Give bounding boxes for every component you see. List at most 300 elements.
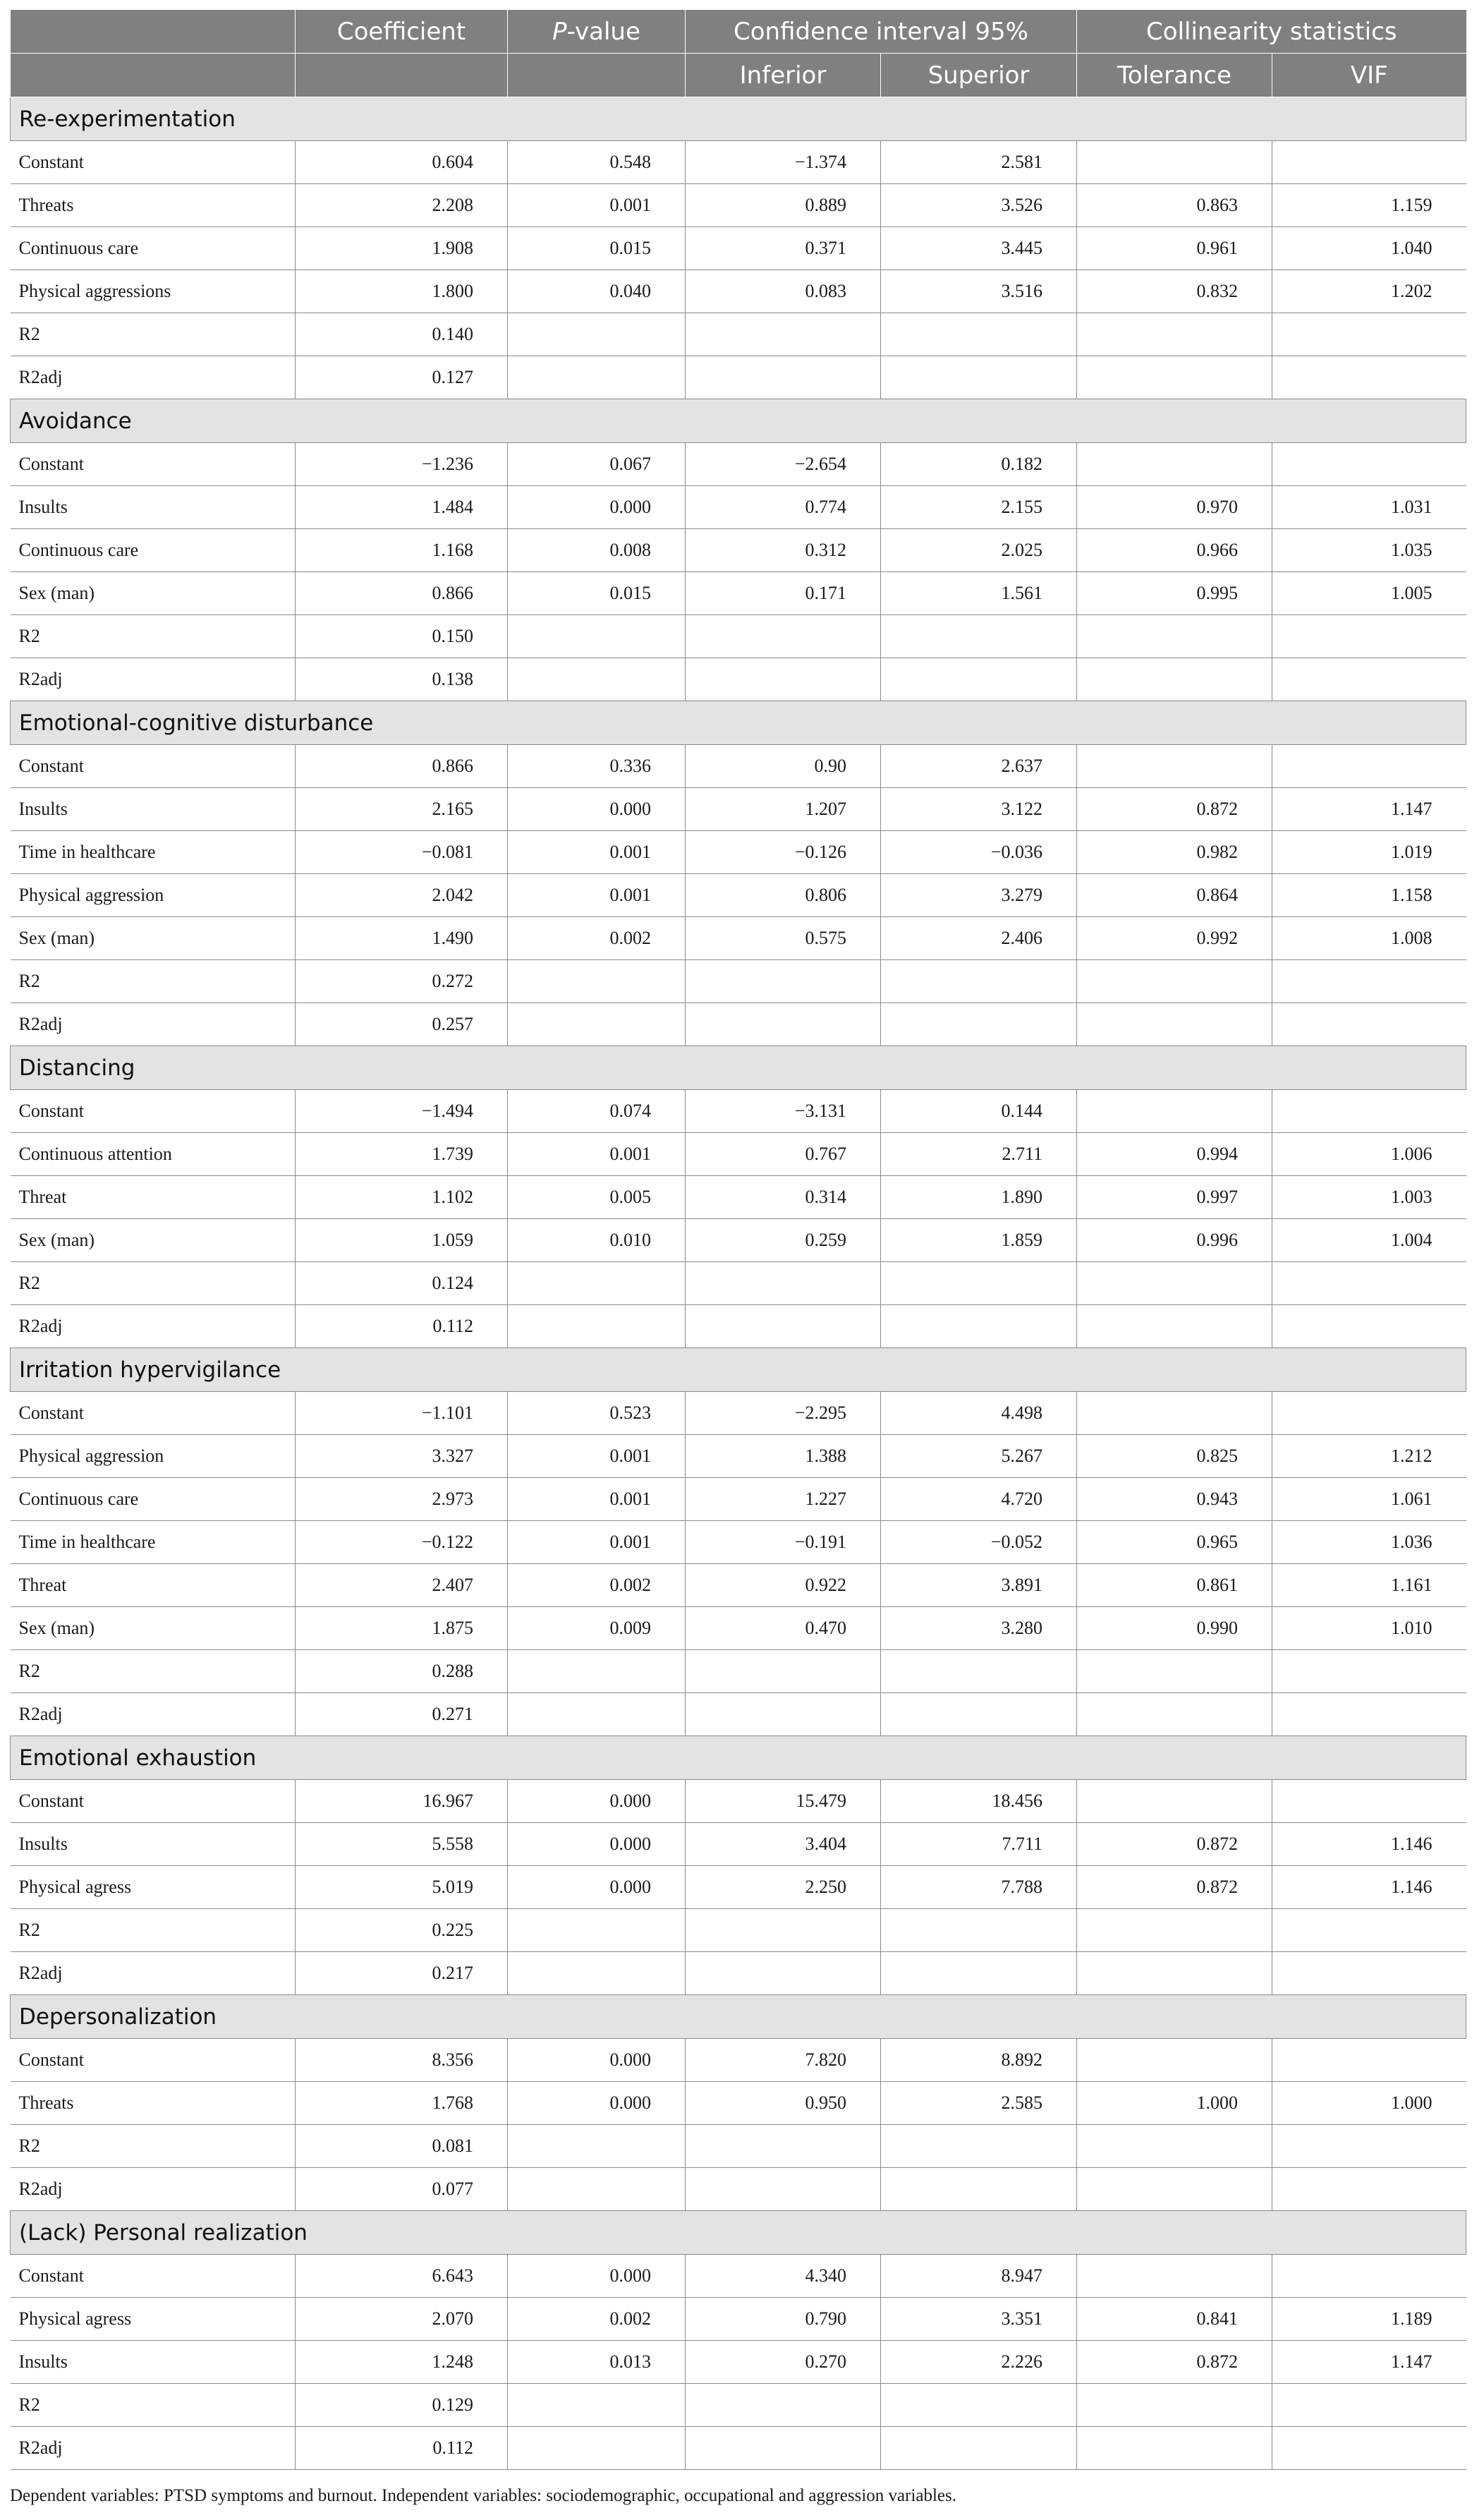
- variable-cell: Threat: [11, 1564, 296, 1607]
- variable-cell: Constant: [11, 2039, 296, 2082]
- tolerance-cell: 1.000: [1077, 2082, 1272, 2125]
- ci-inferior-cell: 0.889: [686, 184, 881, 227]
- vif-cell: [1272, 2384, 1466, 2427]
- tolerance-cell: 0.992: [1077, 917, 1272, 960]
- header-confidence-interval: Confidence interval 95%: [686, 10, 1077, 54]
- ci-inferior-cell: [686, 1650, 881, 1693]
- ci-superior-cell: [881, 658, 1077, 701]
- vif-cell: [1272, 2125, 1466, 2168]
- section-title: Irritation hypervigilance: [11, 1348, 1466, 1392]
- table-row: [11, 960, 1466, 1003]
- ci-inferior-cell: 0.806: [686, 874, 881, 917]
- ci-superior-cell: [881, 2384, 1077, 2427]
- p-value-cell: 0.336: [508, 745, 686, 788]
- table-row: [11, 1133, 1466, 1176]
- ci-superior-cell: 4.498: [881, 1392, 1077, 1435]
- coefficient-cell: 0.217: [296, 1952, 508, 1995]
- tolerance-cell: 0.861: [1077, 1564, 1272, 1607]
- variable-cell: Sex (man): [11, 917, 296, 960]
- p-value-cell: [508, 615, 686, 658]
- coefficient-cell: 0.140: [296, 313, 508, 356]
- header-coefficient: Coefficient: [296, 10, 508, 54]
- p-value-cell: 0.002: [508, 2298, 686, 2341]
- tolerance-cell: 0.982: [1077, 831, 1272, 874]
- p-value-cell: [508, 2427, 686, 2470]
- tolerance-cell: 0.872: [1077, 1823, 1272, 1866]
- tolerance-cell: [1077, 615, 1272, 658]
- tolerance-cell: 0.832: [1077, 270, 1272, 313]
- ci-inferior-cell: 0.083: [686, 270, 881, 313]
- ci-inferior-cell: 0.171: [686, 572, 881, 615]
- tolerance-cell: [1077, 1392, 1272, 1435]
- p-value-cell: [508, 2384, 686, 2427]
- tolerance-cell: 0.965: [1077, 1521, 1272, 1564]
- ci-inferior-cell: 0.259: [686, 1219, 881, 1262]
- table-row: [11, 1392, 1466, 1435]
- coefficient-cell: 0.127: [296, 356, 508, 399]
- ci-superior-cell: [881, 1003, 1077, 1046]
- p-value-cell: 0.067: [508, 443, 686, 486]
- table-row: [11, 2384, 1466, 2427]
- p-value-cell: 0.001: [508, 1133, 686, 1176]
- ci-inferior-cell: 0.790: [686, 2298, 881, 2341]
- ci-inferior-cell: 1.388: [686, 1435, 881, 1478]
- ci-inferior-cell: [686, 2168, 881, 2211]
- coefficient-cell: −1.236: [296, 443, 508, 486]
- coefficient-cell: 1.768: [296, 2082, 508, 2125]
- ci-inferior-cell: 3.404: [686, 1823, 881, 1866]
- ci-inferior-cell: −1.374: [686, 141, 881, 184]
- table-row: [11, 2427, 1466, 2470]
- tolerance-cell: [1077, 2125, 1272, 2168]
- ci-inferior-cell: [686, 313, 881, 356]
- tolerance-cell: 0.841: [1077, 2298, 1272, 2341]
- p-value-cell: 0.001: [508, 1478, 686, 1521]
- ci-inferior-cell: [686, 658, 881, 701]
- table-row: [11, 2168, 1466, 2211]
- vif-cell: [1272, 313, 1466, 356]
- table-row: [11, 831, 1466, 874]
- tolerance-cell: [1077, 313, 1272, 356]
- variable-cell: Threats: [11, 2082, 296, 2125]
- vif-cell: [1272, 1392, 1466, 1435]
- variable-cell: R2: [11, 960, 296, 1003]
- tolerance-cell: [1077, 745, 1272, 788]
- vif-cell: [1272, 1650, 1466, 1693]
- vif-cell: 1.146: [1272, 1866, 1466, 1909]
- p-value-cell: [508, 960, 686, 1003]
- p-value-cell: 0.002: [508, 917, 686, 960]
- variable-cell: Constant: [11, 141, 296, 184]
- coefficient-cell: 0.288: [296, 1650, 508, 1693]
- ci-superior-cell: [881, 615, 1077, 658]
- variable-cell: Insults: [11, 1823, 296, 1866]
- tolerance-cell: 0.872: [1077, 2341, 1272, 2384]
- table-row: [11, 1780, 1466, 1823]
- variable-cell: Threats: [11, 184, 296, 227]
- section-title: (Lack) Personal realization: [11, 2211, 1466, 2255]
- section-header-row: [11, 1046, 1466, 1090]
- ci-inferior-cell: [686, 960, 881, 1003]
- tolerance-cell: 0.961: [1077, 227, 1272, 270]
- ci-superior-cell: [881, 1305, 1077, 1348]
- vif-cell: [1272, 1090, 1466, 1133]
- ci-superior-cell: 8.947: [881, 2255, 1077, 2298]
- table-row: [11, 529, 1466, 572]
- p-value-cell: [508, 658, 686, 701]
- p-value-cell: 0.001: [508, 184, 686, 227]
- ci-inferior-cell: −0.126: [686, 831, 881, 874]
- ci-inferior-cell: 0.575: [686, 917, 881, 960]
- ci-superior-cell: 2.581: [881, 141, 1077, 184]
- table-row: [11, 1607, 1466, 1650]
- ci-inferior-cell: −2.295: [686, 1392, 881, 1435]
- variable-cell: Threat: [11, 1176, 296, 1219]
- vif-cell: [1272, 658, 1466, 701]
- p-value-cell: 0.015: [508, 572, 686, 615]
- vif-cell: [1272, 745, 1466, 788]
- p-value-cell: 0.523: [508, 1392, 686, 1435]
- p-value-cell: [508, 1693, 686, 1736]
- ci-superior-cell: 2.025: [881, 529, 1077, 572]
- coefficient-cell: 2.070: [296, 2298, 508, 2341]
- header-inferior: Inferior: [686, 54, 881, 97]
- table-row: [11, 745, 1466, 788]
- section-title: Re-experimentation: [11, 97, 1466, 141]
- section-header-row: [11, 701, 1466, 745]
- variable-cell: Sex (man): [11, 1607, 296, 1650]
- ci-superior-cell: [881, 1693, 1077, 1736]
- variable-cell: Constant: [11, 1780, 296, 1823]
- p-value-cell: 0.015: [508, 227, 686, 270]
- vif-cell: 1.159: [1272, 184, 1466, 227]
- vif-cell: 1.158: [1272, 874, 1466, 917]
- table-row: [11, 443, 1466, 486]
- coefficient-cell: 0.081: [296, 2125, 508, 2168]
- vif-cell: 1.202: [1272, 270, 1466, 313]
- ci-inferior-cell: 0.312: [686, 529, 881, 572]
- tolerance-cell: 0.970: [1077, 486, 1272, 529]
- tolerance-cell: [1077, 1952, 1272, 1995]
- variable-cell: Time in healthcare: [11, 831, 296, 874]
- p-value-cell: 0.074: [508, 1090, 686, 1133]
- table-row: [11, 1003, 1466, 1046]
- coefficient-cell: 2.407: [296, 1564, 508, 1607]
- table-row: [11, 1866, 1466, 1909]
- tolerance-cell: 0.872: [1077, 1866, 1272, 1909]
- section-header-row: [11, 1995, 1466, 2039]
- tolerance-cell: [1077, 443, 1272, 486]
- ci-superior-cell: [881, 1952, 1077, 1995]
- p-value-cell: 0.000: [508, 1780, 686, 1823]
- header-blank-cell: [508, 54, 686, 97]
- coefficient-cell: 1.490: [296, 917, 508, 960]
- p-value-cell: 0.000: [508, 1866, 686, 1909]
- tolerance-cell: [1077, 1305, 1272, 1348]
- p-value-cell: [508, 1262, 686, 1305]
- table-header: [11, 10, 1466, 97]
- variable-cell: R2adj: [11, 2168, 296, 2211]
- coefficient-cell: 0.257: [296, 1003, 508, 1046]
- ci-superior-cell: [881, 2168, 1077, 2211]
- variable-cell: R2: [11, 2125, 296, 2168]
- vif-cell: 1.003: [1272, 1176, 1466, 1219]
- section-header-row: [11, 1736, 1466, 1780]
- tolerance-cell: 0.997: [1077, 1176, 1272, 1219]
- ci-inferior-cell: 0.774: [686, 486, 881, 529]
- vif-cell: 1.061: [1272, 1478, 1466, 1521]
- ci-superior-cell: [881, 313, 1077, 356]
- ci-superior-cell: 7.711: [881, 1823, 1077, 1866]
- coefficient-cell: 0.112: [296, 2427, 508, 2470]
- ci-superior-cell: 7.788: [881, 1866, 1077, 1909]
- ci-inferior-cell: 0.314: [686, 1176, 881, 1219]
- ci-superior-cell: 0.144: [881, 1090, 1077, 1133]
- table-row: [11, 1521, 1466, 1564]
- regression-table-container: [10, 10, 1466, 2470]
- vif-cell: 1.035: [1272, 529, 1466, 572]
- tolerance-cell: [1077, 2255, 1272, 2298]
- table-row: [11, 2039, 1466, 2082]
- ci-inferior-cell: 0.950: [686, 2082, 881, 2125]
- ci-superior-cell: [881, 2125, 1077, 2168]
- p-value-cell: 0.000: [508, 2255, 686, 2298]
- ci-inferior-cell: [686, 1693, 881, 1736]
- table-row: [11, 1650, 1466, 1693]
- vif-cell: 1.005: [1272, 572, 1466, 615]
- coefficient-cell: 0.604: [296, 141, 508, 184]
- variable-cell: R2adj: [11, 2427, 296, 2470]
- ci-inferior-cell: 0.767: [686, 1133, 881, 1176]
- coefficient-cell: 8.356: [296, 2039, 508, 2082]
- tolerance-cell: [1077, 1003, 1272, 1046]
- section-header-row: [11, 399, 1466, 443]
- tolerance-cell: [1077, 2384, 1272, 2427]
- p-value-cell: 0.009: [508, 1607, 686, 1650]
- variable-cell: R2adj: [11, 1003, 296, 1046]
- ci-superior-cell: 1.890: [881, 1176, 1077, 1219]
- tolerance-cell: 0.994: [1077, 1133, 1272, 1176]
- vif-cell: 1.000: [1272, 2082, 1466, 2125]
- tolerance-cell: [1077, 1909, 1272, 1952]
- tolerance-cell: [1077, 1780, 1272, 1823]
- coefficient-cell: 3.327: [296, 1435, 508, 1478]
- tolerance-cell: [1077, 960, 1272, 1003]
- table-row: [11, 356, 1466, 399]
- vif-cell: [1272, 2039, 1466, 2082]
- variable-cell: Sex (man): [11, 1219, 296, 1262]
- vif-cell: [1272, 615, 1466, 658]
- tolerance-cell: 0.966: [1077, 529, 1272, 572]
- table-row: [11, 874, 1466, 917]
- tolerance-cell: 0.995: [1077, 572, 1272, 615]
- table-row: [11, 1564, 1466, 1607]
- ci-superior-cell: 3.445: [881, 227, 1077, 270]
- table-row: [11, 486, 1466, 529]
- ci-inferior-cell: 0.90: [686, 745, 881, 788]
- coefficient-cell: 1.168: [296, 529, 508, 572]
- ci-inferior-cell: [686, 356, 881, 399]
- p-value-cell: 0.010: [508, 1219, 686, 1262]
- table-row: [11, 1693, 1466, 1736]
- ci-inferior-cell: 0.470: [686, 1607, 881, 1650]
- tolerance-cell: [1077, 2168, 1272, 2211]
- regression-table: [10, 10, 1466, 2470]
- ci-inferior-cell: −0.191: [686, 1521, 881, 1564]
- p-value-cell: 0.001: [508, 831, 686, 874]
- p-value-cell: 0.000: [508, 1823, 686, 1866]
- ci-inferior-cell: 0.922: [686, 1564, 881, 1607]
- ci-superior-cell: [881, 1262, 1077, 1305]
- vif-cell: [1272, 1909, 1466, 1952]
- vif-cell: 1.161: [1272, 1564, 1466, 1607]
- table-row: [11, 141, 1466, 184]
- coefficient-cell: 0.112: [296, 1305, 508, 1348]
- coefficient-cell: 2.165: [296, 788, 508, 831]
- table-row: [11, 2298, 1466, 2341]
- p-value-cell: 0.000: [508, 2082, 686, 2125]
- tolerance-cell: [1077, 1693, 1272, 1736]
- tolerance-cell: [1077, 658, 1272, 701]
- header-pvalue-rest: -value: [566, 17, 640, 46]
- variable-cell: Sex (man): [11, 572, 296, 615]
- vif-cell: [1272, 141, 1466, 184]
- coefficient-cell: 1.739: [296, 1133, 508, 1176]
- p-value-cell: [508, 1650, 686, 1693]
- p-value-cell: 0.000: [508, 486, 686, 529]
- coefficient-cell: 5.558: [296, 1823, 508, 1866]
- ci-inferior-cell: 4.340: [686, 2255, 881, 2298]
- vif-cell: 1.146: [1272, 1823, 1466, 1866]
- section-title: Emotional exhaustion: [11, 1736, 1466, 1780]
- coefficient-cell: 0.866: [296, 572, 508, 615]
- variable-cell: Physical aggression: [11, 874, 296, 917]
- coefficient-cell: 6.643: [296, 2255, 508, 2298]
- vif-cell: [1272, 443, 1466, 486]
- p-value-cell: 0.001: [508, 874, 686, 917]
- variable-cell: Constant: [11, 2255, 296, 2298]
- coefficient-cell: 0.150: [296, 615, 508, 658]
- table-row: [11, 227, 1466, 270]
- p-value-cell: 0.008: [508, 529, 686, 572]
- variable-cell: R2: [11, 615, 296, 658]
- table-row: [11, 658, 1466, 701]
- ci-superior-cell: 3.122: [881, 788, 1077, 831]
- vif-cell: [1272, 1262, 1466, 1305]
- tolerance-cell: 0.990: [1077, 1607, 1272, 1650]
- coefficient-cell: 0.225: [296, 1909, 508, 1952]
- ci-superior-cell: 3.351: [881, 2298, 1077, 2341]
- p-value-cell: 0.000: [508, 2039, 686, 2082]
- vif-cell: [1272, 2427, 1466, 2470]
- table-row: [11, 2255, 1466, 2298]
- p-value-cell: [508, 1003, 686, 1046]
- tolerance-cell: 0.996: [1077, 1219, 1272, 1262]
- coefficient-cell: 0.271: [296, 1693, 508, 1736]
- coefficient-cell: 1.059: [296, 1219, 508, 1262]
- ci-superior-cell: 1.859: [881, 1219, 1077, 1262]
- coefficient-cell: −0.122: [296, 1521, 508, 1564]
- table-row: [11, 917, 1466, 960]
- section-header-row: [11, 1348, 1466, 1392]
- vif-cell: 1.147: [1272, 788, 1466, 831]
- variable-cell: R2adj: [11, 1305, 296, 1348]
- vif-cell: [1272, 1003, 1466, 1046]
- ci-superior-cell: 3.280: [881, 1607, 1077, 1650]
- tolerance-cell: 0.825: [1077, 1435, 1272, 1478]
- p-value-cell: 0.001: [508, 1435, 686, 1478]
- p-value-cell: [508, 2125, 686, 2168]
- variable-cell: R2adj: [11, 356, 296, 399]
- variable-cell: R2: [11, 2384, 296, 2427]
- variable-cell: R2: [11, 1650, 296, 1693]
- coefficient-cell: 1.248: [296, 2341, 508, 2384]
- tolerance-cell: [1077, 141, 1272, 184]
- table-body: [11, 97, 1466, 2470]
- variable-cell: Continuous attention: [11, 1133, 296, 1176]
- header-collinearity: Collinearity statistics: [1077, 10, 1466, 54]
- variable-cell: Physical agress: [11, 1866, 296, 1909]
- vif-cell: 1.036: [1272, 1521, 1466, 1564]
- table-row: [11, 184, 1466, 227]
- section-title: Emotional-cognitive disturbance: [11, 701, 1466, 745]
- coefficient-cell: 0.138: [296, 658, 508, 701]
- header-pvalue: [508, 10, 686, 54]
- table-row: [11, 1823, 1466, 1866]
- vif-cell: 1.004: [1272, 1219, 1466, 1262]
- p-value-cell: 0.001: [508, 1521, 686, 1564]
- tolerance-cell: [1077, 2427, 1272, 2470]
- vif-cell: 1.019: [1272, 831, 1466, 874]
- tolerance-cell: 0.943: [1077, 1478, 1272, 1521]
- header-vif: VIF: [1272, 54, 1466, 97]
- table-row: [11, 1909, 1466, 1952]
- p-value-cell: [508, 2168, 686, 2211]
- ci-inferior-cell: [686, 1952, 881, 1995]
- variable-cell: Constant: [11, 1090, 296, 1133]
- ci-superior-cell: [881, 356, 1077, 399]
- vif-cell: 1.006: [1272, 1133, 1466, 1176]
- tolerance-cell: 0.863: [1077, 184, 1272, 227]
- tolerance-cell: [1077, 1262, 1272, 1305]
- variable-cell: Continuous care: [11, 227, 296, 270]
- variable-cell: Insults: [11, 2341, 296, 2384]
- ci-inferior-cell: [686, 2125, 881, 2168]
- ci-inferior-cell: 7.820: [686, 2039, 881, 2082]
- vif-cell: 1.008: [1272, 917, 1466, 960]
- coefficient-cell: 2.973: [296, 1478, 508, 1521]
- ci-inferior-cell: 0.270: [686, 2341, 881, 2384]
- vif-cell: [1272, 1693, 1466, 1736]
- coefficient-cell: 5.019: [296, 1866, 508, 1909]
- ci-superior-cell: 2.406: [881, 917, 1077, 960]
- ci-superior-cell: 8.892: [881, 2039, 1077, 2082]
- vif-cell: 1.212: [1272, 1435, 1466, 1478]
- p-value-cell: [508, 1305, 686, 1348]
- vif-cell: [1272, 960, 1466, 1003]
- ci-superior-cell: 2.585: [881, 2082, 1077, 2125]
- ci-superior-cell: 2.711: [881, 1133, 1077, 1176]
- vif-cell: 1.189: [1272, 2298, 1466, 2341]
- table-row: [11, 1219, 1466, 1262]
- ci-superior-cell: [881, 2427, 1077, 2470]
- vif-cell: [1272, 2168, 1466, 2211]
- tolerance-cell: 0.872: [1077, 788, 1272, 831]
- table-row: [11, 270, 1466, 313]
- ci-inferior-cell: [686, 1003, 881, 1046]
- variable-cell: Time in healthcare: [11, 1521, 296, 1564]
- section-title: Avoidance: [11, 399, 1466, 443]
